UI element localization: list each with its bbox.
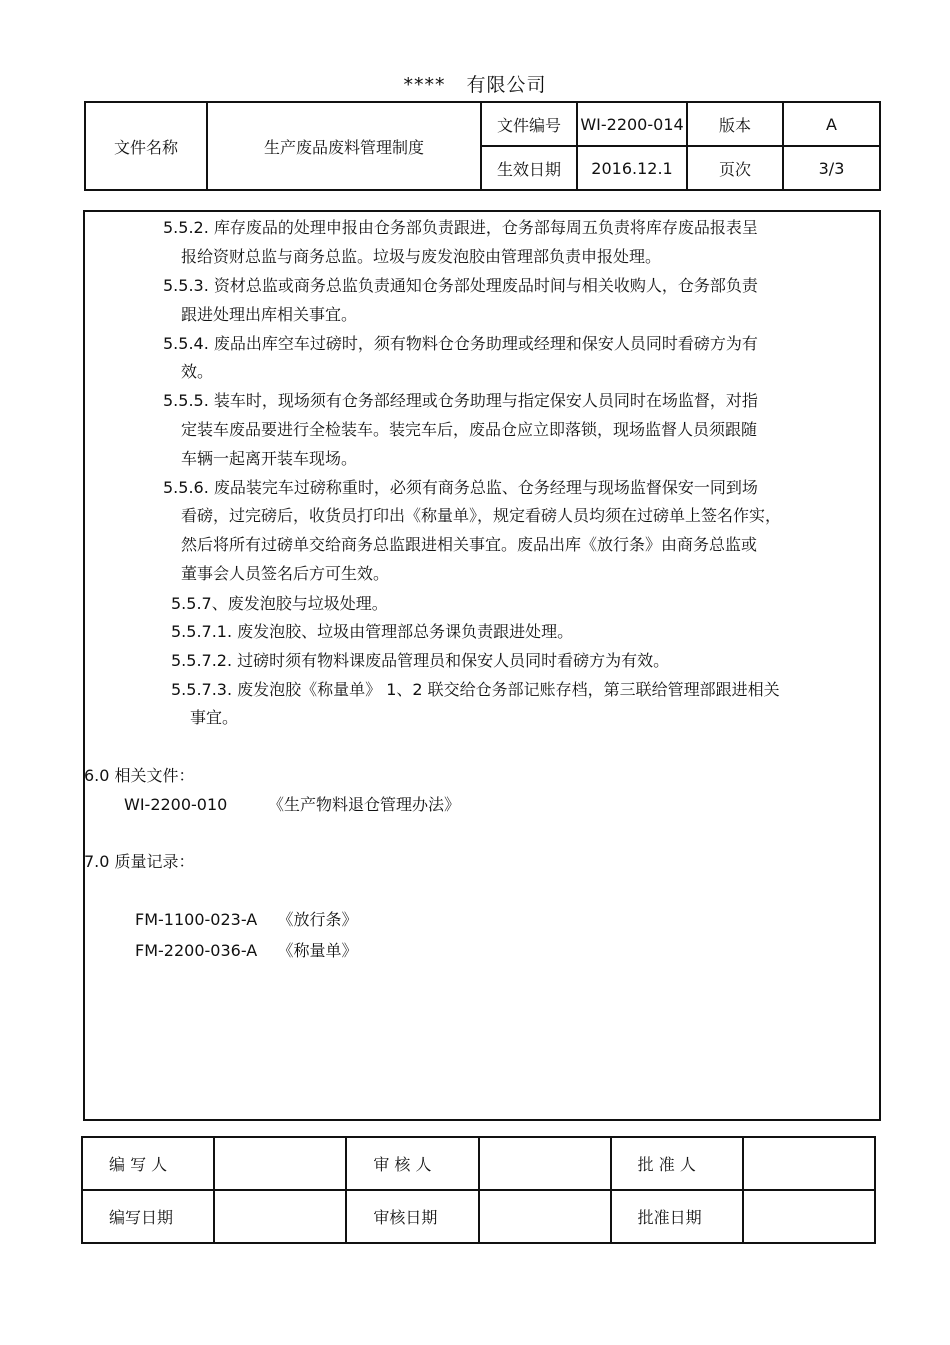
doc-number-value: WI-2200-014 [577, 102, 687, 146]
body-line: 5.5.4. 废品出库空车过磅时，须有物料仓仓务助理或经理和保安人员同时看磅方为有 [163, 334, 758, 353]
body-line: 5.5.3. 资材总监或商务总监负责通知仓务部处理废品时间与相关收购人，仓务部负责 [163, 276, 758, 295]
body-line: 董事会人员签名后方可生效。 [181, 564, 390, 583]
body-line: 5.5.7.3. 废发泡胶《称量单》 1、2 联交给仓务部记账存档，第三联给管理部跟进相关 [171, 680, 780, 699]
reviewer-value-cell [479, 1137, 611, 1190]
write-date-value-cell [214, 1190, 346, 1243]
effective-date-label: 生效日期 [481, 146, 577, 190]
page-value: 3/3 [783, 146, 880, 190]
effective-date-value: 2016.12.1 [577, 146, 687, 190]
body-line: 5.5.2. 库存废品的处理申报由仓务部负责跟进，仓务部每周五负责将库存废品报表呈 [163, 218, 758, 237]
body-line: 定装车废品要进行全检装车。装完车后，废品仓应立即落锁，现场监督人员须跟随 [181, 420, 758, 439]
page-label: 页次 [687, 146, 783, 190]
writer-value-cell [214, 1137, 346, 1190]
signoff-table [81, 1136, 876, 1244]
approver-label: 批 准 人 [611, 1137, 743, 1190]
body-line: 5.5.6. 废品装完车过磅称重时，必须有商务总监、仓务经理与现场监督保安一同到场 [163, 478, 758, 497]
approver-value-cell [743, 1137, 875, 1190]
company-name: **** 有限公司 [403, 74, 547, 96]
doc-number-label: 文件编号 [481, 102, 577, 146]
body-line: 看磅，过完磅后，收货员打印出《称量单》，规定看磅人员均须在过磅单上签名作实， [181, 506, 782, 525]
related-doc-item: WI-2200-010 《生产物料退仓管理办法》 [124, 795, 461, 814]
writer-label: 编 写 人 [82, 1137, 214, 1190]
body-line: 5.5.7.1. 废发泡胶、垃圾由管理部总务课负责跟进处理。 [171, 622, 574, 641]
write-date-label: 编写日期 [82, 1190, 214, 1243]
document-header-table [84, 101, 881, 191]
body-line: 然后将所有过磅单交给商务总监跟进相关事宜。废品出库《放行条》由商务总监或 [181, 535, 758, 554]
body-line: 跟进处理出库相关事宜。 [181, 305, 358, 324]
review-date-value-cell [479, 1190, 611, 1243]
body-line: 5.5.7.2. 过磅时须有物料课废品管理员和保安人员同时看磅方为有效。 [171, 651, 670, 670]
approve-date-label: 批准日期 [611, 1190, 743, 1243]
body-line: 事宜。 [190, 708, 239, 727]
file-name-label: 文件名称 [85, 102, 207, 190]
section-heading: 7.0 质量记录： [84, 852, 195, 871]
body-line: 5.5.7、废发泡胶与垃圾处理。 [171, 594, 388, 613]
body-line: 效。 [181, 362, 214, 381]
quality-record-item: FM-1100-023-A 《放行条》 [135, 910, 358, 929]
quality-record-item: FM-2200-036-A 《称量单》 [135, 941, 358, 960]
version-label: 版本 [687, 102, 783, 146]
version-value: A [783, 102, 880, 146]
body-line: 车辆一起离开装车现场。 [181, 449, 358, 468]
review-date-label: 审核日期 [346, 1190, 478, 1243]
file-name-value: 生产废品废料管理制度 [207, 102, 481, 190]
reviewer-label: 审 核 人 [346, 1137, 478, 1190]
body-line: 5.5.5. 装车时，现场须有仓务部经理或仓务助理与指定保安人员同时在场监督，对指 [163, 391, 758, 410]
approve-date-value-cell [743, 1190, 875, 1243]
section-heading: 6.0 相关文件： [84, 766, 195, 785]
body-line: 报给资财总监与商务总监。垃圾与废发泡胶由管理部负责申报处理。 [181, 247, 662, 266]
